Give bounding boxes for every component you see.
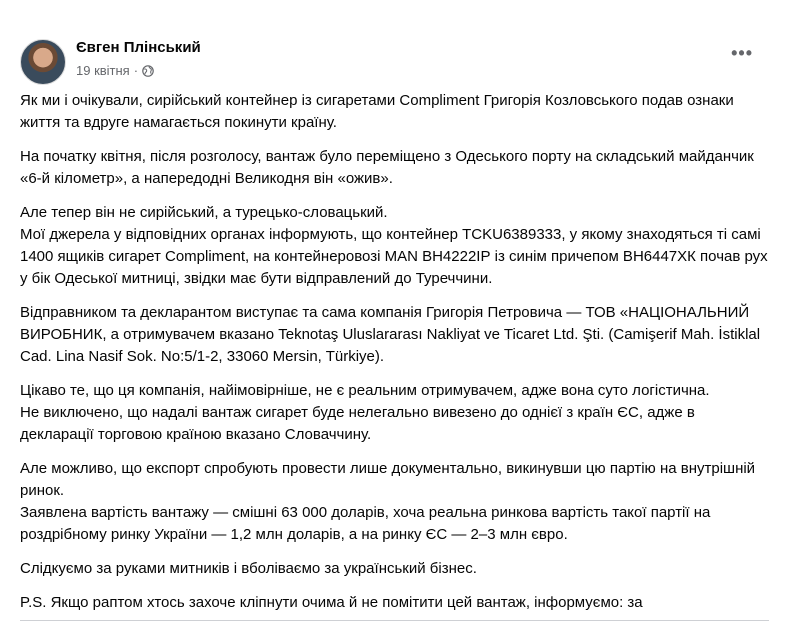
paragraph-2: На початку квітня, після розголосу, вантаж було переміщено з Одеського порту на складський майданчик «6-й кілометр», а напередодні Великодня він «ожив». (20, 148, 754, 187)
avatar[interactable] (20, 39, 66, 85)
paragraph-1: Як ми і очікували, сирійський контейнер із сигаретами Compliment Григорія Козловського подав ознаки життя та вдруге намагається покинути країну. (20, 92, 734, 131)
paragraph-3-line-a: Але тепер він не сирійський, а турецько-словацький. (20, 204, 388, 221)
divider (20, 620, 769, 621)
paragraph-5-line-a: Цікаво те, що ця компанія, найімовірніше, не є реальним отримувачем, адже вона суто логістична. (20, 382, 710, 399)
paragraph-ps: P.S. Якщо раптом хтось захоче кліпнути очима й не помітити цей вантаж, інформуємо: за (20, 594, 643, 611)
paragraph-6-line-b: Заявлена вартість вантажу — смішні 63 000 доларів, хоча реальна ринкова вартість такої партії на роздрібному ринку України — 1,2 млн доларів, а на ринку ЄС — 2–3 млн євро. (20, 504, 711, 543)
more-options-icon[interactable]: ••• (731, 43, 753, 63)
post-content (20, 90, 770, 626)
author-name[interactable]: Євген Плінський (76, 39, 201, 56)
post-header (20, 36, 201, 84)
paragraph-3-line-b: Мої джерела у відповідних органах інформують, що контейнер TCKU6389333, у якому знаходяться ті самі 1400 ящиків сигарет Compliment, на контейнеровозі MAN ВН4222ІР із синім причепом ВН6447ХК почав рух у бік Одеської митниці, звідки має бути відправлений до Туреччини. (20, 226, 768, 287)
post-date[interactable]: 19 квітня (76, 63, 130, 78)
paragraph-5 (20, 380, 770, 446)
paragraph-6-line-a: Але можливо, що експорт спробують провести лише документально, викинувши цю партію на внутрішній ринок. (20, 460, 756, 499)
globe-icon[interactable] (142, 65, 154, 77)
separator-dot: · (133, 63, 139, 78)
paragraph-4: Відправником та декларантом виступає та сама компанія Григорія Петровича — ТОВ «НАЦІОНАЛЬНИЙ ВИРОБНИК, а отримувачем вказано Teknotaş Uluslararası Nakliyat ve Ticaret Ltd. Şti. (Camişerif Mah. İstiklal Cad. Lina Nasif Sok. No:5/1-2, 33060 Mersin, Türkiye). (20, 304, 761, 365)
post-meta (76, 36, 201, 78)
post-subline (76, 63, 201, 78)
paragraph-5-line-b: Не виключено, що надалі вантаж сигарет буде нелегально вивезено до однієї з країн ЄС, адже в декларації торговою країною вказано Словаччину. (20, 404, 695, 443)
paragraph-7: Слідкуємо за руками митників і вболіваємо за український бізнес. (20, 560, 477, 577)
paragraph-3 (20, 202, 770, 290)
paragraph-6 (20, 458, 770, 546)
